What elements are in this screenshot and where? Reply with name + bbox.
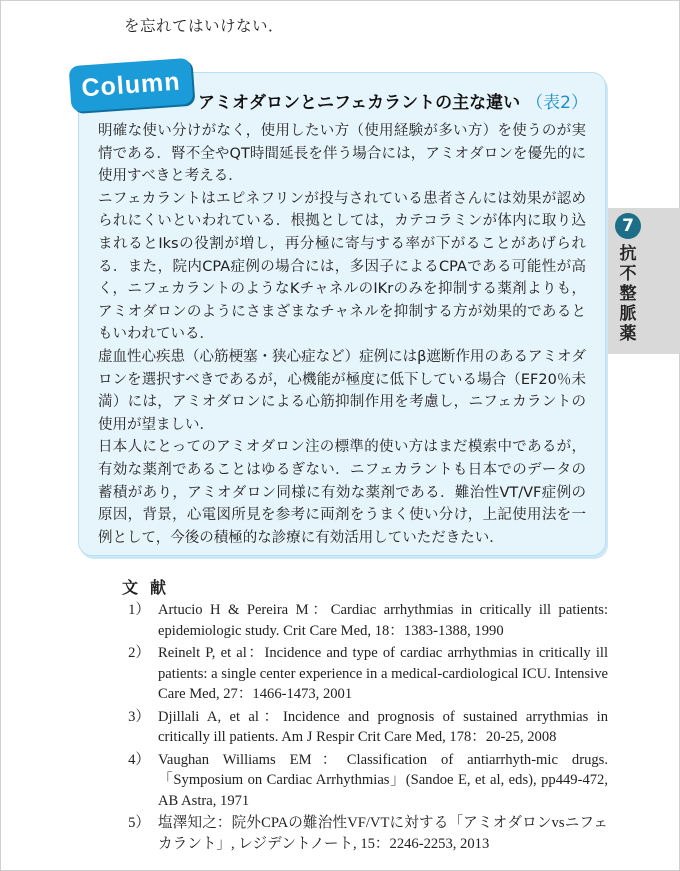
- column-paragraph: 日本人にとってのアミオダロン注の標準的使い方はまだ模索中であるが，有効な薬剤であることはゆるぎない．ニフェカラントも日本でのデータの蓄積があり，アミオダロン同様に有効な薬剤である．難治性VT/VF症例の原因，背景，心電図所見を参考に両剤をうまく使い分け，上記使用法を一例として，今後の積極的な診療に有効活用していただきたい．: [98, 439, 586, 546]
- reference-text: Reinelt P, et al：Incidence and type of cardiac arrhythmias in critically ill patients: a single center experience in a medical-cardiological ICU. Intensive Care Med, 27：1466-1473, 2001: [158, 645, 608, 702]
- column-body: [98, 120, 586, 549]
- intro-line: を忘れてはいけない．: [124, 17, 285, 35]
- column-label-badge: Column: [69, 58, 194, 112]
- reference-item: [126, 707, 608, 748]
- column-title: [198, 88, 588, 113]
- chapter-number-badge: 7: [615, 213, 641, 239]
- references-list: [126, 600, 608, 856]
- table-reference: （表2）: [526, 93, 588, 113]
- reference-text: Artucio H & Pereira M：Cardiac arrhythmias in critically ill patients: epidemiologic study. Crit Care Med, 18：1383-1388, 1990: [158, 602, 608, 639]
- references-heading: 文献: [122, 578, 179, 597]
- column-paragraph: ニフェカラントはエピネフリンが投与されている患者さんには効果が認められにくいといわれている．根拠としては，カテコラミンが体内に取り込まれるとIksの役割が増し，再分極に寄与する率が下がることがあげられる．また，院内CPA症例の場合には，多因子によるCPAである可能性が高く，ニフェカラントのようなKチャネルのIKrのみを抑制する薬剤よりも，アミオダロンのようにさまざまなチャネルを抑制する方が効果的であるともいわれている．: [98, 190, 586, 343]
- reference-number: 2）: [128, 645, 150, 661]
- reference-number: 3）: [128, 708, 150, 725]
- reference-item: [126, 750, 608, 812]
- reference-text: 塩澤知之：院外CPAの難治性VF/VTに対する「アミオダロンvsニフェカラント」, レジデントノート, 15：2246-2253, 2013: [158, 815, 608, 852]
- reference-item: [126, 643, 608, 705]
- column-paragraph: 明確な使い分けがなく，使用したい方（使用経験が多い方）を使うのが実情である．腎不全やQT時間延長を伴う場合には，アミオダロンを優先的に使用すべきと考える．: [98, 123, 586, 185]
- column-paragraph: 虚血性心疾患（心筋梗塞・狭心症など）症例にはβ遮断作用のあるアミオダロンを選択すべきであるが，心機能が極度に低下している場合（EF20％未満）には，アミオダロンによる心筋抑制作用を考慮し，ニフェカラントの使用が望ましい．: [98, 348, 586, 433]
- reference-text: Vaughan Williams EM：Classification of antiarrhyth-mic drugs.「Symposium on Cardiac Arrhythmias」(Sandoe E, et al, eds), pp449-472, AB Astra, 1971: [158, 751, 608, 809]
- reference-item: [126, 813, 608, 854]
- reference-number: 5）: [128, 815, 150, 831]
- reference-number: 4）: [128, 751, 150, 768]
- reference-text: Djillali A, et al：Incidence and prognosis of sustained arrythmias in critically ill patients. Am J Respir Crit Care Med, 178：20-25, 2008: [158, 708, 608, 745]
- column-title-text: アミオダロンとニフェカラントの主な違い: [198, 93, 521, 113]
- chapter-title-vertical: 抗不整脈薬: [619, 244, 637, 344]
- reference-item: [126, 600, 608, 641]
- reference-number: 1）: [128, 602, 150, 618]
